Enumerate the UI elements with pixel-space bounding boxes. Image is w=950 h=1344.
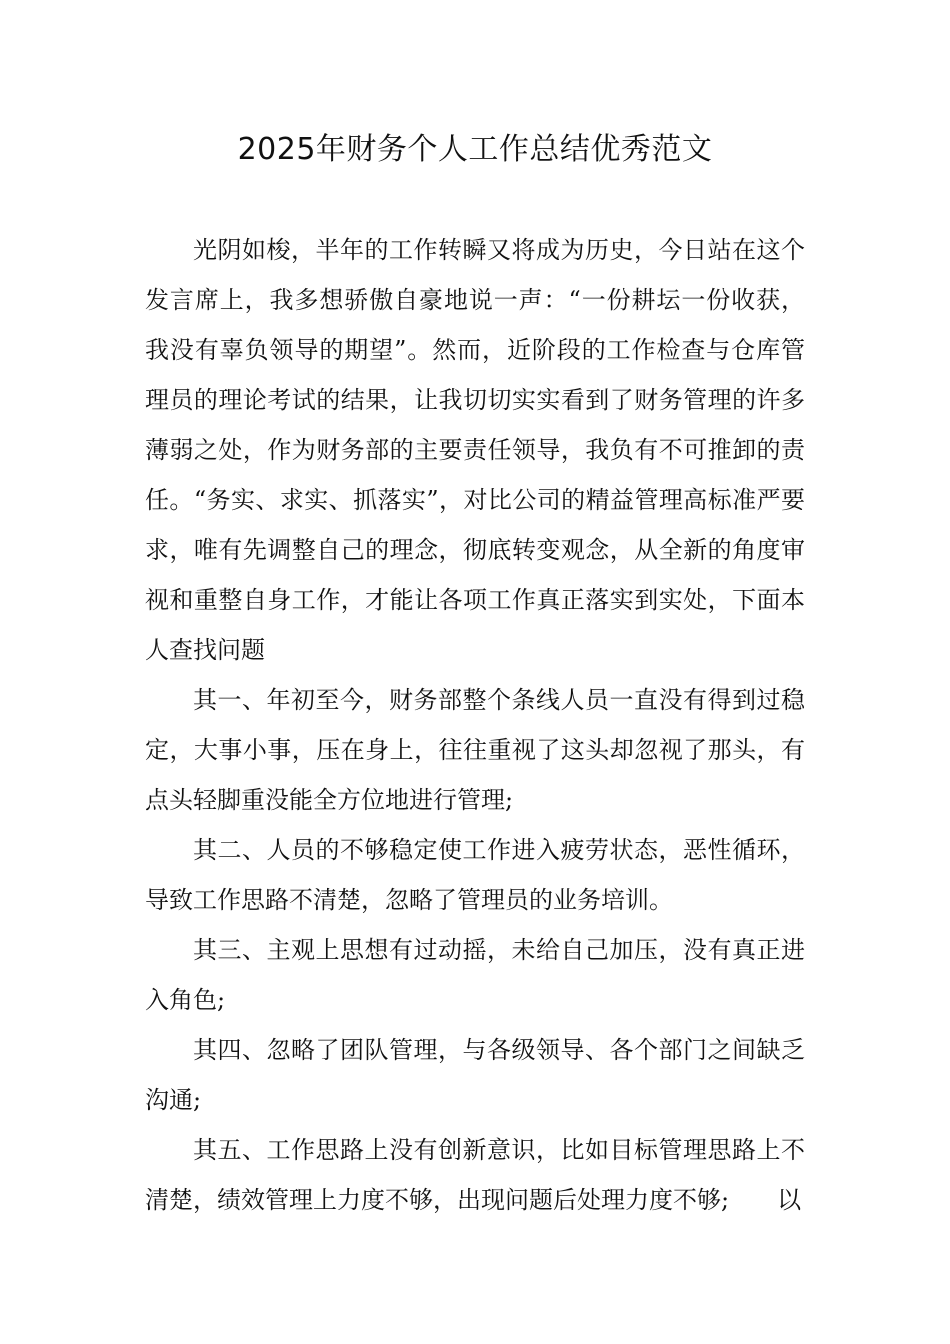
paragraph-item-2: 其二、人员的不够稳定使工作进入疲劳状态，恶性循环，导致工作思路不清楚，忽略了管理员的业务培训。	[145, 836, 805, 914]
document-title: 2025年财务个人工作总结优秀范文	[237, 132, 713, 167]
paragraph-item-3: 其三、主观上思想有过动摇，未给自己加压，没有真正进入角色;	[145, 936, 805, 1014]
paragraph-item-4: 其四、忽略了团队管理，与各级领导、各个部门之间缺乏沟通;	[145, 1036, 805, 1114]
paragraph-item-5: 其五、工作思路上没有创新意识，比如目标管理思路上不清楚，绩效管理上力度不够，出现问题后处理力度不够; 以	[145, 1136, 805, 1214]
paragraph-intro: 光阴如梭，半年的工作转瞬又将成为历史，今日站在这个发言席上，我多想骄傲自豪地说一声：“一份耕坛一份收获，我没有辜负领导的期望”。然而，近阶段的工作检查与仓库管理员的理论考试的结果，让我切切实实看到了财务管理的许多薄弱之处，作为财务部的主要责任领导，我负有不可推卸的责任。“务实、求实、抓落实”，对比公司的精益管理高标准严要求，唯有先调整自己的理念，彻底转变观念，从全新的角度审视和重整自身工作，才能让各项工作真正落实到实处，下面本人查找问题	[145, 236, 805, 664]
document-body	[145, 225, 805, 1225]
paragraph-item-1: 其一、年初至今，财务部整个条线人员一直没有得到过稳定，大事小事，压在身上，往往重视了这头却忽视了那头，有点头轻脚重没能全方位地进行管理;	[145, 686, 805, 814]
